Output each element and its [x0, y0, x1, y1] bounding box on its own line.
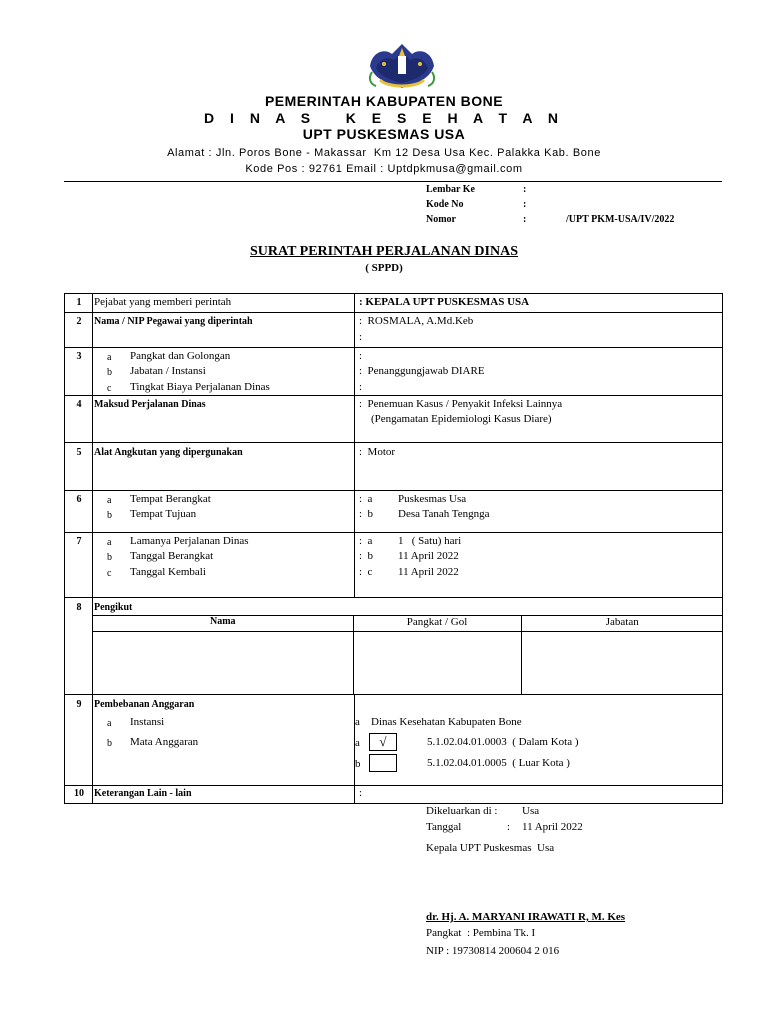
option-letter: b	[355, 758, 361, 770]
col-header-pangkat: Pangkat / Gol	[353, 616, 521, 632]
signer-name: dr. Hj. A. MARYANI IRAWATI R, M. Kes	[426, 911, 626, 923]
item-value: 1 ( Satu) hari	[398, 535, 462, 547]
regional-emblem-icon	[362, 38, 442, 94]
row-number: 6	[76, 494, 82, 505]
header-government: PEMERINTAH KABUPATEN BONE	[264, 93, 504, 109]
item-value-letter: : b	[359, 508, 374, 520]
table-row	[65, 294, 723, 313]
item-value: Desa Tanah Tengnga	[398, 508, 490, 520]
table-row	[65, 396, 723, 443]
followers-rank-cell	[353, 632, 521, 694]
item-label: Mata Anggaran	[130, 736, 199, 748]
item-letter: a	[107, 718, 112, 729]
table-row	[65, 598, 723, 695]
row-number: 2	[76, 316, 82, 327]
item-value-letter: : b	[359, 550, 374, 562]
header-address: Alamat : Jln. Poros Bone - Makassar Km 12 Desa Usa Kec. Palakka Kab. Bone	[167, 147, 601, 159]
row-number: 9	[76, 699, 82, 710]
followers-name-cell	[93, 632, 353, 694]
item-value: Puskesmas Usa	[398, 493, 467, 505]
meta-kode-colon: :	[523, 199, 527, 210]
item-letter: b	[107, 510, 112, 521]
row-label: Pejabat yang memberi perintah	[94, 296, 232, 308]
row-number: 10	[74, 788, 84, 799]
item-value-letter: a	[355, 716, 360, 728]
row-number: 3	[76, 351, 82, 362]
row-number: 4	[76, 399, 82, 410]
row-number: 1	[76, 297, 82, 308]
date-value: 11 April 2022	[522, 821, 583, 833]
table-row	[65, 491, 723, 533]
table-row	[65, 786, 723, 804]
item-label: Pangkat dan Golongan	[130, 350, 231, 362]
row-value: :	[359, 787, 363, 799]
option-value: 5.1.02.04.01.0003 ( Dalam Kota )	[427, 736, 579, 748]
check-icon: √	[379, 734, 387, 749]
item-value: 11 April 2022	[398, 550, 459, 562]
item-value-letter: : a	[359, 493, 373, 505]
checkbox-dalam-kota[interactable]	[369, 733, 397, 751]
item-label: Jabatan / Instansi	[130, 365, 206, 377]
table-row	[65, 443, 723, 491]
row-label: Alat Angkutan yang dipergunakan	[94, 447, 243, 458]
item-letter: b	[107, 367, 112, 378]
item-value: 11 April 2022	[398, 566, 459, 578]
item-letter: c	[107, 568, 112, 579]
row-value: :	[359, 331, 363, 343]
date-label: Tanggal	[426, 821, 462, 833]
row-value: : Motor	[359, 446, 396, 458]
signer-nip: NIP : 19730814 200604 2 016	[426, 945, 560, 957]
row-label: Keterangan Lain - lain	[94, 788, 192, 799]
row-value: : KEPALA UPT PUSKESMAS USA	[359, 296, 530, 308]
checkbox-luar-kota[interactable]	[369, 754, 397, 772]
header-department: D I N A S K E S E H A T A N	[204, 110, 564, 126]
date-colon: :	[507, 821, 511, 833]
item-label: Lamanya Perjalanan Dinas	[130, 535, 249, 547]
meta-nomor-colon: :	[523, 214, 527, 225]
header-divider	[64, 181, 722, 182]
item-letter: a	[107, 495, 112, 506]
row-number: 7	[76, 536, 82, 547]
document-title: SURAT PERINTAH PERJALANAN DINAS	[250, 244, 518, 259]
item-label: Tempat Berangkat	[130, 493, 211, 505]
table-row	[65, 348, 723, 396]
sppd-form-table	[64, 293, 723, 804]
row-label: Pembebanan Anggaran	[94, 699, 195, 710]
meta-nomor-label: Nomor	[426, 214, 456, 225]
meta-kode-label: Kode No	[426, 199, 464, 210]
row-value: : Penemuan Kasus / Penyakit Infeksi Lainnya	[359, 398, 563, 410]
item-label: Tanggal Kembali	[130, 566, 206, 578]
followers-position-cell	[521, 632, 723, 694]
item-value: :	[359, 350, 363, 362]
issued-label: Dikeluarkan di :	[426, 805, 498, 817]
header-contact: Kode Pos : 92761 Email : Uptdpkmusa@gmail.com	[245, 163, 523, 175]
meta-lembar-colon: :	[523, 184, 527, 195]
option-value: 5.1.02.04.01.0005 ( Luar Kota )	[427, 757, 570, 769]
item-value-letter: : c	[359, 566, 373, 578]
meta-lembar-label: Lembar Ke	[426, 184, 475, 195]
item-value: : Penanggungjawab DIARE	[359, 365, 485, 377]
signer-rank: Pangkat : Pembina Tk. I	[426, 927, 536, 939]
document-subtitle: ( SPPD)	[365, 262, 403, 274]
item-value-letter: : a	[359, 535, 373, 547]
row-value: : ROSMALA, A.Md.Keb	[359, 315, 474, 327]
table-row	[65, 695, 723, 786]
option-letter: a	[355, 737, 360, 749]
meta-nomor-value: /UPT PKM-USA/IV/2022	[566, 214, 675, 225]
item-letter: b	[107, 738, 112, 749]
row-label: Pengikut	[94, 602, 133, 613]
followers-table	[93, 615, 723, 694]
table-row	[65, 313, 723, 348]
row-label: Maksud Perjalanan Dinas	[94, 399, 206, 410]
col-header-jabatan: Jabatan	[521, 616, 723, 632]
header-unit: UPT PUSKESMAS USA	[302, 126, 466, 142]
item-letter: a	[107, 537, 112, 548]
row-value: (Pengamatan Epidemiologi Kasus Diare)	[371, 413, 552, 425]
table-row	[65, 533, 723, 598]
item-label: Tempat Tujuan	[130, 508, 197, 520]
col-header-nama: Nama	[93, 616, 353, 632]
item-letter: a	[107, 352, 112, 363]
item-value: :	[359, 381, 363, 393]
row-label: Nama / NIP Pegawai yang diperintah	[94, 316, 253, 327]
item-label: Tanggal Berangkat	[130, 550, 214, 562]
row-number: 5	[76, 447, 82, 458]
row-number: 8	[76, 602, 82, 613]
item-letter: c	[107, 383, 112, 394]
issued-value: Usa	[522, 805, 540, 817]
item-label: Instansi	[130, 716, 165, 728]
item-letter: b	[107, 552, 112, 563]
item-label: Tingkat Biaya Perjalanan Dinas	[130, 381, 270, 393]
signer-position: Kepala UPT Puskesmas Usa	[426, 842, 555, 854]
item-value: Dinas Kesehatan Kabupaten Bone	[371, 716, 522, 728]
